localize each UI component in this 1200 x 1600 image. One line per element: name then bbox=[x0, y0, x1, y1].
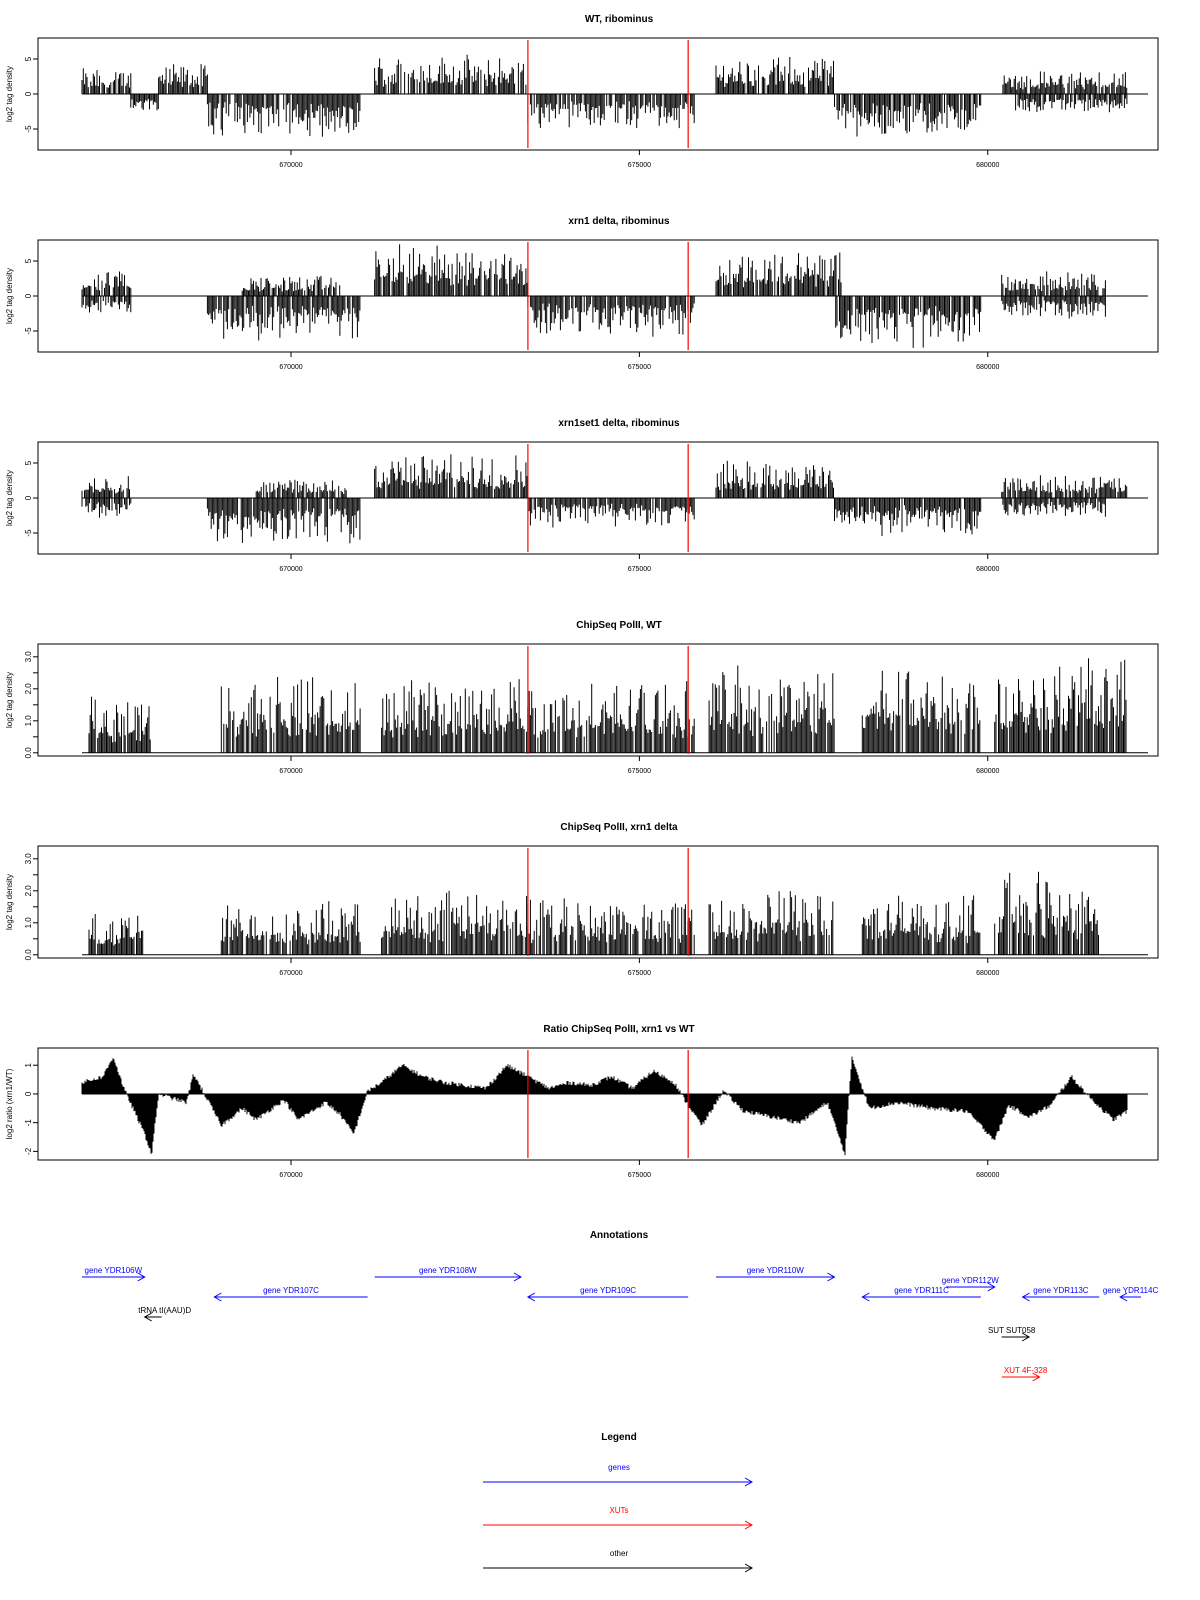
annotation-feature bbox=[942, 1276, 1000, 1291]
x-tick-label: 680000 bbox=[976, 970, 1000, 977]
annotation-feature bbox=[528, 1286, 688, 1301]
feature-label: SUT SUT058 bbox=[987, 1326, 1036, 1335]
legend-label: other bbox=[609, 1549, 629, 1558]
y-tick-label: -2 bbox=[24, 1147, 33, 1155]
x-tick-label: 680000 bbox=[976, 1172, 1000, 1179]
series bbox=[82, 55, 1148, 137]
feature-label: gene YDR110W bbox=[746, 1266, 804, 1275]
feature-label: gene YDR114C bbox=[1102, 1286, 1159, 1295]
panel-title: xrn1 delta, ribominus bbox=[568, 216, 670, 227]
y-tick-label: 5 bbox=[24, 258, 33, 264]
annotation-feature bbox=[988, 1326, 1036, 1341]
legend-arrow bbox=[483, 1564, 752, 1572]
panel-3 bbox=[5, 418, 1158, 573]
panel-title: ChipSeq PolII, xrn1 delta bbox=[560, 822, 678, 833]
x-tick-label: 670000 bbox=[279, 566, 303, 573]
feature-label: gene YDR111C bbox=[894, 1286, 949, 1295]
legend-arrow bbox=[483, 1521, 752, 1529]
y-tick-label: 3.0 bbox=[24, 853, 33, 865]
feature-label: gene YDR107C bbox=[263, 1286, 319, 1295]
feature-label: XUT 4F-328 bbox=[1003, 1366, 1048, 1375]
annotation-feature bbox=[1002, 1366, 1048, 1381]
y-tick-label: 2.0 bbox=[24, 885, 33, 897]
series bbox=[82, 244, 1148, 348]
panel-title: xrn1set1 delta, ribominus bbox=[558, 418, 680, 429]
x-tick-label: 675000 bbox=[627, 162, 652, 169]
series bbox=[82, 658, 1148, 753]
y-axis-label: log2 tag density bbox=[5, 469, 14, 527]
y-tick-label: 2.0 bbox=[24, 683, 33, 695]
annotation-feature bbox=[375, 1266, 521, 1281]
y-tick-label: 1 bbox=[24, 1063, 33, 1068]
legend-label: XUTs bbox=[609, 1506, 629, 1515]
x-tick-label: 675000 bbox=[627, 768, 652, 775]
y-tick-label: 0 bbox=[24, 91, 33, 97]
annotation-feature bbox=[1023, 1286, 1100, 1301]
x-tick-label: 680000 bbox=[976, 566, 1000, 573]
panel-4 bbox=[5, 620, 1158, 775]
x-tick-label: 670000 bbox=[279, 162, 303, 169]
feature-label: gene YDR112W bbox=[941, 1276, 999, 1285]
panel-6 bbox=[5, 1024, 1158, 1179]
feature-label: tRNA tI(AAU)D bbox=[138, 1306, 192, 1315]
y-axis-label: log2 tag density bbox=[5, 873, 14, 931]
x-tick-label: 670000 bbox=[279, 1172, 303, 1179]
y-tick-label: 0.0 bbox=[24, 949, 33, 961]
feature-label: gene YDR109C bbox=[580, 1286, 636, 1295]
series bbox=[82, 872, 1148, 955]
y-tick-label: 3.0 bbox=[24, 651, 33, 663]
legend-title: Legend bbox=[601, 1432, 637, 1443]
series bbox=[82, 454, 1148, 543]
legend bbox=[483, 1432, 752, 1572]
x-tick-label: 670000 bbox=[279, 364, 303, 371]
annotation-feature bbox=[862, 1286, 980, 1301]
panel-2 bbox=[5, 216, 1158, 371]
panel-title: WT, ribominus bbox=[584, 14, 654, 25]
y-tick-label: 0 bbox=[24, 1091, 33, 1097]
x-tick-label: 675000 bbox=[627, 1172, 652, 1179]
y-tick-label: 5 bbox=[24, 56, 33, 62]
annotation-feature bbox=[138, 1306, 191, 1321]
legend-label: genes bbox=[608, 1463, 630, 1472]
x-tick-label: 670000 bbox=[279, 970, 303, 977]
annotation-feature bbox=[82, 1266, 145, 1281]
panel-title: ChipSeq PolII, WT bbox=[576, 620, 662, 631]
x-tick-label: 670000 bbox=[279, 768, 303, 775]
annotations-panel bbox=[82, 1230, 1158, 1381]
x-tick-label: 680000 bbox=[976, 768, 1000, 775]
x-tick-label: 675000 bbox=[627, 970, 652, 977]
x-tick-label: 680000 bbox=[976, 162, 1000, 169]
y-tick-label: 1.0 bbox=[24, 715, 33, 727]
panel-5 bbox=[5, 822, 1158, 977]
y-tick-label: 0.0 bbox=[24, 747, 33, 759]
annotation-feature bbox=[1103, 1286, 1159, 1301]
y-tick-label: -5 bbox=[24, 327, 33, 335]
y-tick-label: -1 bbox=[24, 1119, 33, 1127]
y-tick-label: 5 bbox=[24, 460, 33, 466]
x-tick-label: 675000 bbox=[627, 364, 652, 371]
y-tick-label: 0 bbox=[24, 293, 33, 299]
feature-label: gene YDR106W bbox=[84, 1266, 143, 1275]
y-tick-label: -5 bbox=[24, 529, 33, 537]
panel-title: Ratio ChipSeq PolII, xrn1 vs WT bbox=[543, 1024, 695, 1035]
y-tick-label: -5 bbox=[24, 125, 33, 133]
y-tick-label: 0 bbox=[24, 495, 33, 501]
panel-1 bbox=[5, 14, 1158, 169]
annotation-feature bbox=[214, 1286, 367, 1301]
feature-label: gene YDR113C bbox=[1033, 1286, 1089, 1295]
annotation-feature bbox=[716, 1266, 834, 1281]
legend-item-xuts bbox=[483, 1506, 752, 1529]
x-tick-label: 675000 bbox=[627, 566, 652, 573]
feature-label: gene YDR108W bbox=[418, 1266, 477, 1275]
annotations-title: Annotations bbox=[589, 1230, 649, 1241]
y-tick-label: 1.0 bbox=[24, 917, 33, 929]
legend-arrow bbox=[483, 1478, 752, 1486]
y-axis-label: log2 tag density bbox=[5, 65, 14, 123]
y-axis-label: log2 tag density bbox=[5, 671, 14, 729]
y-axis-label: log2 tag density bbox=[5, 267, 14, 325]
series bbox=[82, 1057, 1148, 1156]
x-tick-label: 680000 bbox=[976, 364, 1000, 371]
legend-item-genes bbox=[483, 1463, 752, 1486]
legend-item-other bbox=[483, 1549, 752, 1572]
y-axis-label: log2 ratio (xrn1/WT) bbox=[5, 1068, 14, 1140]
